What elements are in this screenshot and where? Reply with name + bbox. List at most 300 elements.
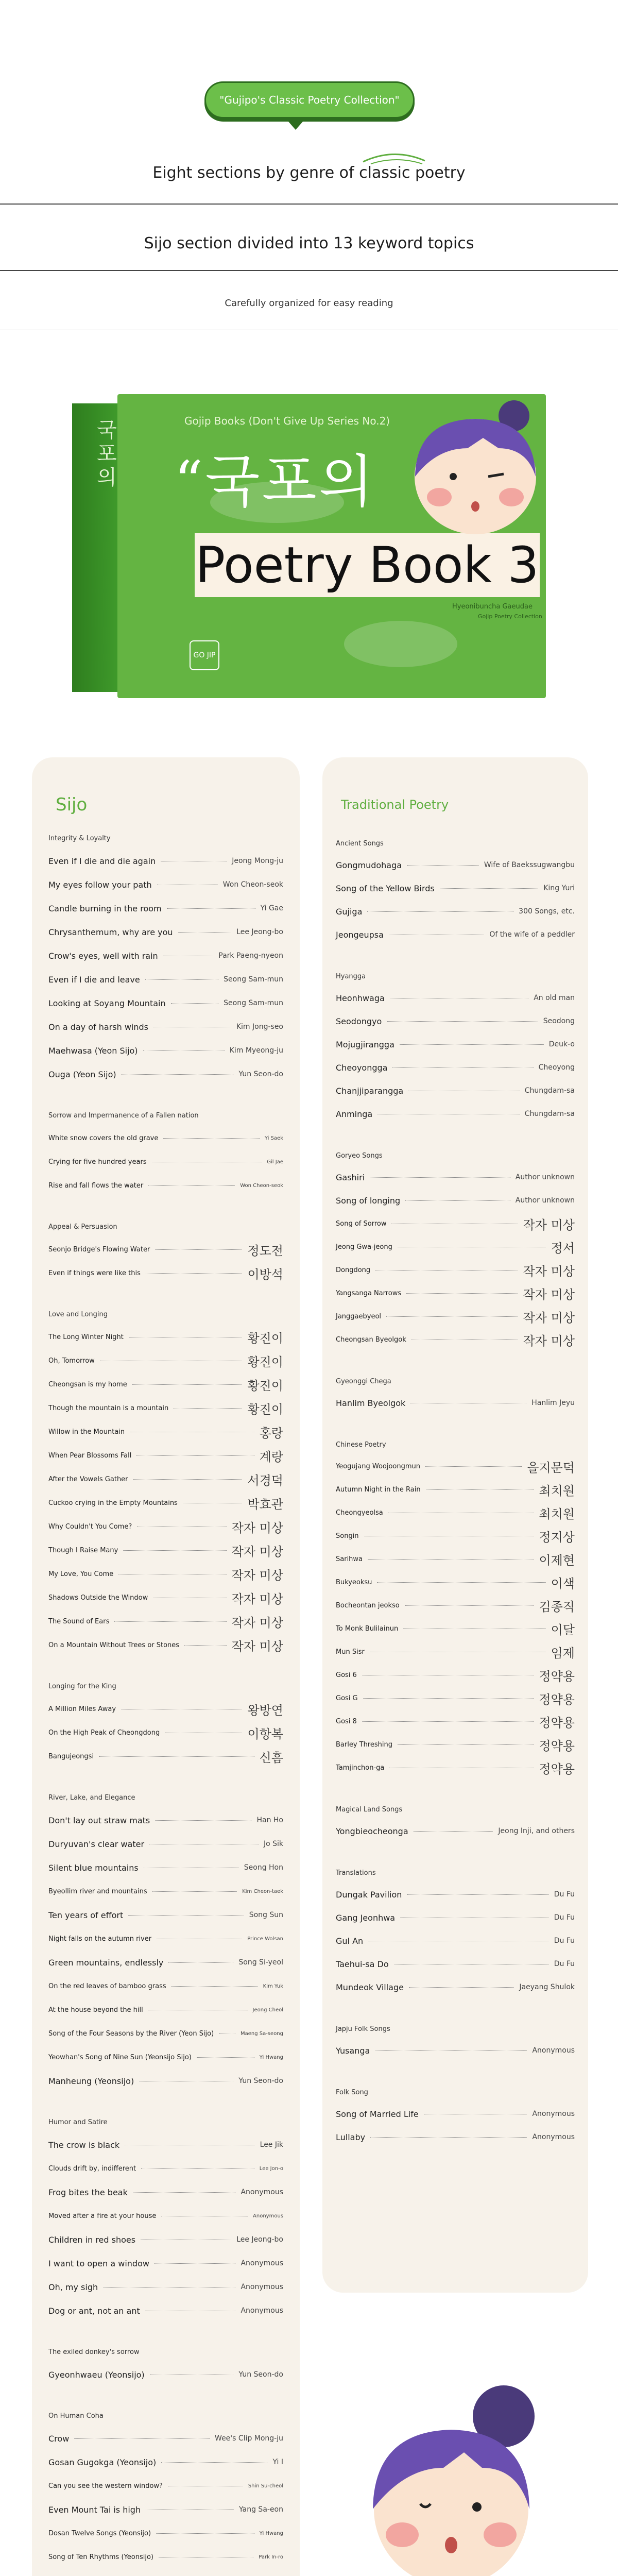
poem-title: Dungak Pavilion — [336, 1889, 402, 1900]
poem-author: Anonymous — [253, 2213, 283, 2219]
leader-dots — [375, 2050, 527, 2051]
poem-title: Song of longing — [336, 1195, 401, 1206]
collection-banner-text: "Gujipo's Classic Poetry Collection" — [219, 94, 400, 106]
poem-title: Even Mount Tai is high — [48, 2504, 141, 2515]
poem-row — [48, 1726, 283, 1739]
leader-dots — [406, 1293, 518, 1294]
poem-author: 작자 미상 — [523, 1264, 575, 1279]
leader-dots — [197, 2057, 254, 2058]
panel-title: Traditional Poetry — [341, 798, 449, 812]
poem-author: Du Fu — [554, 1937, 575, 1945]
poem-author: 이제현 — [539, 1553, 575, 1568]
book-cover — [117, 394, 546, 698]
poem-author: 정약용 — [539, 1715, 575, 1730]
poem-title: After the Vowels Gather — [48, 1475, 128, 1483]
leader-dots — [407, 1894, 548, 1895]
poem-row — [336, 1738, 575, 1751]
poem-row — [48, 2368, 283, 2381]
poem-title: Cheoyongga — [336, 1062, 388, 1073]
poem-row — [336, 1396, 575, 1410]
poem-title: Cheongsan Byeolgok — [336, 1335, 406, 1344]
leader-dots — [392, 1067, 533, 1068]
poem-author: 작자 미상 — [523, 1333, 575, 1348]
poem-title: Gongmudohaga — [336, 860, 402, 870]
poem-title: Song of Sorrow — [336, 1219, 387, 1228]
poem-title: Clouds drift by, indifferent — [48, 2164, 136, 2173]
poem-title: Ten years of effort — [48, 1910, 124, 1920]
poem-author: Anonymous — [532, 2133, 575, 2141]
poem-title: Yeogujang Woojoongmun — [336, 1462, 421, 1470]
poem-row — [48, 1266, 283, 1280]
section-label: The exiled donkey's sorrow — [48, 2348, 140, 2356]
poem-row — [48, 2280, 283, 2294]
poem-title: The crow is black — [48, 2140, 120, 2150]
poem-title: When Pear Blossoms Fall — [48, 1451, 132, 1460]
poem-title: Yangsanga Narrows — [336, 1289, 402, 1297]
poem-row — [336, 1038, 575, 1051]
poem-title: Song of Married Life — [336, 2109, 419, 2119]
poem-row — [48, 1131, 283, 1145]
poem-row — [336, 928, 575, 941]
cover-title-banner — [195, 533, 540, 597]
poem-author: Hanlim Jeyu — [531, 1399, 575, 1407]
poem-author: 황진이 — [247, 1402, 283, 1417]
poem-author: 홍랑 — [259, 1426, 283, 1440]
panel-title: Sijo — [56, 794, 88, 815]
poem-title: Anminga — [336, 1109, 373, 1119]
poem-author: Shin Su-cheol — [248, 2483, 283, 2489]
poem-author: Jo Sik — [263, 1840, 283, 1848]
poem-author: 정지상 — [539, 1530, 575, 1545]
leader-dots — [167, 908, 255, 909]
poem-row — [48, 1956, 283, 1969]
poem-author: 작자 미상 — [231, 1615, 283, 1630]
leader-dots — [161, 2462, 267, 2463]
poem-title: To Monk Bulilainun — [336, 1624, 399, 1633]
poem-author: Cheoyong — [538, 1063, 575, 1072]
poem-author: Seong Sam-mun — [224, 999, 283, 1007]
poem-title: Ouga (Yeon Sijo) — [48, 1069, 116, 1079]
poem-author: Jeong Cheol — [252, 2007, 283, 2013]
traditional-panel — [322, 757, 588, 2293]
leader-dots — [370, 1177, 510, 1178]
poem-row — [336, 1194, 575, 1207]
swoosh-decoration — [360, 150, 427, 166]
poem-title: Yongbieocheonga — [336, 1826, 408, 1836]
poem-author: An old man — [534, 994, 575, 1002]
poem-row — [336, 1529, 575, 1543]
poem-row — [48, 2304, 283, 2317]
poem-row — [48, 854, 283, 868]
poem-author: Yi Gae — [260, 904, 283, 912]
publisher-logo: GO JIP — [190, 640, 219, 670]
leader-dots — [414, 1831, 493, 1832]
poem-author: Jeong Mong-ju — [232, 857, 283, 865]
poem-author: Wife of Baekssugwangbu — [484, 861, 575, 869]
poem-author: Author unknown — [515, 1173, 575, 1181]
headline-sijo: Sijo section divided into 13 keyword topics — [144, 234, 474, 252]
poem-row — [48, 1615, 283, 1628]
poem-row — [336, 1645, 575, 1658]
poem-author: Kim Yuk — [263, 1983, 283, 1989]
leader-dots — [168, 1962, 233, 1963]
poem-row — [48, 2050, 283, 2064]
leader-dots — [155, 1249, 242, 1250]
poem-author: 작자 미상 — [231, 1568, 283, 1583]
leader-dots — [133, 2192, 236, 2193]
poem-row — [48, 1750, 283, 1763]
leader-dots — [99, 1756, 254, 1757]
poem-row — [336, 1107, 575, 1121]
poem-author: 이항복 — [247, 1726, 283, 1741]
poem-row — [48, 1401, 283, 1415]
poem-row — [48, 2455, 283, 2469]
poem-title: Green mountains, endlessly — [48, 1957, 164, 1968]
poem-author: 왕방연 — [247, 1703, 283, 1718]
poem-row — [48, 902, 283, 915]
poem-author: 정약용 — [539, 1669, 575, 1684]
poem-row — [48, 2503, 283, 2516]
poem-title: Hanlim Byeolgok — [336, 1398, 406, 1408]
poem-row — [48, 1496, 283, 1510]
poem-author: 정약용 — [539, 1761, 575, 1776]
section-label: Longing for the King — [48, 1683, 116, 1690]
leader-dots — [122, 1074, 234, 1075]
poem-row — [48, 1567, 283, 1581]
poem-author: 이달 — [551, 1622, 575, 1637]
poem-title: Why Couldn't You Come? — [48, 1522, 132, 1531]
poem-author: 300 Songs, etc. — [519, 907, 575, 916]
poem-row — [48, 2479, 283, 2493]
poem-title: Bukyeoksu — [336, 1578, 372, 1586]
poem-title: On a day of harsh winds — [48, 1022, 148, 1032]
poem-row — [336, 1333, 575, 1346]
poem-title: Taehui-sa Do — [336, 1959, 389, 1969]
poem-title: Dosan Twelve Songs (Yeonsijo) — [48, 2529, 151, 2537]
poem-title: Song of the Four Seasons by the River (Yeon Sijo) — [48, 2029, 214, 2038]
poem-title: Maehwasa (Yeon Sijo) — [48, 1045, 138, 1056]
poem-title: Crow — [48, 2433, 70, 2444]
leader-dots — [143, 1050, 225, 1051]
cover-meta: Hyeonibuncha Gaeudae — [452, 603, 533, 611]
poem-title: Song of the Yellow Birds — [336, 883, 435, 893]
poem-title: Yusanga — [336, 2045, 370, 2056]
poem-title: Moved after a fire at your house — [48, 2212, 157, 2220]
poem-author: 작자 미상 — [231, 1639, 283, 1654]
leader-dots — [426, 1489, 534, 1490]
poem-author: 작자 미상 — [523, 1287, 575, 1302]
cloud-decoration — [344, 621, 457, 667]
poem-author: Kim Myeong-ju — [229, 1046, 283, 1055]
poem-row — [48, 1378, 283, 1391]
poem-author: Han Ho — [256, 1816, 283, 1824]
poem-title: Chrysanthemum, why are you — [48, 927, 173, 937]
poem-author: Lee Jeong-bo — [236, 928, 283, 936]
poem-row — [48, 996, 283, 1010]
leader-dots — [128, 1915, 244, 1916]
poem-title: White snow covers the old grave — [48, 1134, 159, 1142]
section-label: On Human Coha — [48, 2412, 104, 2420]
poem-author: 정서 — [551, 1241, 575, 1256]
poem-author: Yun Seon-do — [238, 2370, 283, 2379]
leader-dots — [154, 2263, 236, 2264]
poem-row — [48, 2527, 283, 2540]
poem-author: Park Paeng-nyeon — [218, 952, 283, 960]
poem-row — [48, 1354, 283, 1367]
poem-author: Maeng Sa-seong — [240, 2030, 283, 2037]
leader-dots — [387, 1021, 538, 1022]
poem-title: Rise and fall flows the water — [48, 1181, 144, 1190]
poem-row — [48, 1179, 283, 1192]
section-label: Humor and Satire — [48, 2119, 108, 2126]
poem-row — [48, 1979, 283, 1993]
section-label: Folk Song — [336, 2089, 368, 2096]
poem-row — [48, 1885, 283, 1898]
poem-title: Autumn Night in the Rain — [336, 1485, 421, 1494]
poem-author: Park In-ro — [259, 2554, 283, 2560]
poem-author: Lee Jeong-bo — [236, 2235, 283, 2244]
poem-author: Yi Hwang — [259, 2530, 283, 2536]
cover-korean-title: “국포의 — [174, 449, 376, 515]
poem-row — [336, 1957, 575, 1971]
poem-row — [336, 1980, 575, 1994]
leader-dots — [363, 1698, 534, 1699]
poem-title: Sarihwa — [336, 1555, 363, 1563]
leader-dots — [145, 979, 218, 980]
poem-title: Gyeonhwaeu (Yeonsijo) — [48, 2369, 145, 2380]
poem-title: I want to open a window — [48, 2258, 149, 2268]
poem-author: 황진이 — [247, 1378, 283, 1393]
leader-dots — [136, 1455, 254, 1456]
poem-row — [48, 1814, 283, 1827]
leader-dots — [141, 2168, 254, 2169]
collection-banner — [204, 81, 415, 118]
poem-author: Wee's Clip Mong-ju — [215, 2434, 283, 2443]
poem-title: Gang Jeonhwa — [336, 1912, 396, 1923]
poem-author: 작자 미상 — [231, 1544, 283, 1559]
poem-author: Yi Saek — [264, 1135, 283, 1141]
poem-author: Yun Seon-do — [238, 2077, 283, 2085]
poem-title: Gosan Gugokga (Yeonsijo) — [48, 2457, 157, 2467]
section-label: River, Lake, and Elegance — [48, 1794, 135, 1802]
leader-dots — [184, 1645, 227, 1646]
poem-row — [48, 2257, 283, 2270]
poem-title: Though the mountain is a mountain — [48, 1404, 169, 1412]
leader-dots — [174, 1408, 242, 1409]
poem-author: Lee Jik — [260, 2141, 283, 2149]
poem-author: 김종직 — [539, 1599, 575, 1614]
leader-dots — [367, 911, 513, 912]
poem-row — [336, 1715, 575, 1728]
poem-title: On the High Peak of Cheongdong — [48, 1728, 160, 1737]
poem-author: Jaeyang Shulok — [519, 1983, 575, 1991]
poem-row — [48, 949, 283, 962]
poem-row — [336, 2044, 575, 2057]
poem-row — [48, 2027, 283, 2040]
leader-dots — [133, 1479, 243, 1480]
poem-row — [336, 1668, 575, 1682]
poem-row — [336, 1934, 575, 1947]
poem-author: 황진이 — [247, 1354, 283, 1369]
poem-row — [336, 1911, 575, 1924]
poem-row — [48, 1020, 283, 1033]
poem-author: 정도전 — [247, 1243, 283, 1258]
poem-title: Crying for five hundred years — [48, 1158, 147, 1166]
poem-row — [48, 973, 283, 986]
poem-author: Du Fu — [554, 1890, 575, 1899]
poem-row — [336, 2130, 575, 2144]
leader-dots — [146, 1273, 243, 1274]
poem-author: Seong Hon — [244, 1863, 283, 1872]
poem-title: On a Mountain Without Trees or Stones — [48, 1641, 180, 1649]
section-label: Translations — [336, 1869, 376, 1877]
section-label: Ancient Songs — [336, 840, 384, 848]
poem-author: Chungdam-sa — [524, 1087, 575, 1095]
leader-dots — [405, 1200, 510, 1201]
poem-author: Gil Jae — [267, 1159, 283, 1165]
poem-row — [48, 1155, 283, 1168]
poem-title: Gosi G — [336, 1694, 358, 1702]
leader-dots — [377, 1582, 545, 1583]
cover-character-icon — [406, 399, 545, 538]
poem-row — [336, 991, 575, 1005]
poem-author: Yi I — [272, 2458, 283, 2466]
poem-author: Won Cheon-seok — [222, 880, 283, 889]
poem-author: 임제 — [551, 1646, 575, 1660]
poem-author: Anonymous — [241, 2307, 283, 2315]
poem-row — [48, 2138, 283, 2151]
poem-author: Lee Jon-o — [259, 2165, 283, 2172]
section-label: Chinese Poetry — [336, 1441, 386, 1449]
section-label: Japju Folk Songs — [336, 2025, 390, 2033]
poem-author: Anonymous — [241, 2259, 283, 2267]
poem-row — [48, 2003, 283, 2016]
poem-author: Du Fu — [554, 1960, 575, 1968]
poem-title: Oh, my sigh — [48, 2282, 98, 2292]
poem-title: Don't lay out straw mats — [48, 1815, 150, 1825]
poem-title: Song of Ten Rhythms (Yeonsijo) — [48, 2553, 153, 2561]
poem-row — [336, 1263, 575, 1277]
poem-row — [336, 1061, 575, 1074]
poem-row — [48, 1044, 283, 1057]
poem-title: Bocheontan jeokso — [336, 1601, 400, 1609]
poem-author: Deuk-o — [548, 1040, 575, 1048]
leader-dots — [368, 1559, 534, 1560]
poem-row — [336, 2107, 575, 2121]
leader-dots — [155, 1820, 251, 1821]
leader-dots — [163, 1138, 259, 1139]
poem-row — [336, 858, 575, 872]
poem-row — [48, 1638, 283, 1652]
poem-author: 서경덕 — [247, 1473, 283, 1488]
poem-author: Prince Wolsan — [247, 1936, 283, 1942]
poem-title: Mundeok Village — [336, 1982, 404, 1992]
leader-dots — [74, 2438, 210, 2439]
poem-author: 작자 미상 — [231, 1520, 283, 1535]
banner-tail — [288, 122, 303, 130]
poem-row — [48, 1861, 283, 1874]
spine-title: 국포의 — [93, 419, 117, 490]
poem-author: 작자 미상 — [231, 1591, 283, 1606]
poem-title: Tamjinchon-ga — [336, 1764, 385, 1772]
leader-dots — [148, 1185, 235, 1186]
poem-author: 정약용 — [539, 1738, 575, 1753]
leader-dots — [152, 1891, 237, 1892]
poem-author: 정약용 — [539, 1692, 575, 1707]
poem-author: Seodong — [543, 1017, 575, 1025]
poem-row — [336, 1575, 575, 1589]
poem-row — [48, 1425, 283, 1438]
poem-row — [336, 1622, 575, 1635]
leader-dots — [123, 1550, 226, 1551]
poem-row — [48, 1067, 283, 1081]
section-label: Hyangga — [336, 973, 366, 980]
poem-title: Lullaby — [336, 2132, 366, 2142]
leader-dots — [440, 888, 539, 889]
poem-title: Can you see the western window? — [48, 2482, 163, 2490]
poem-title: Even if I die and leave — [48, 974, 140, 985]
section-label: Goryeo Songs — [336, 1152, 383, 1160]
poem-title: Cheongsan is my home — [48, 1380, 127, 1388]
poem-row — [48, 1449, 283, 1462]
poem-title: Gosi 6 — [336, 1671, 357, 1679]
leader-dots — [407, 865, 479, 866]
poem-title: Looking at Soyang Mountain — [48, 998, 166, 1008]
poem-author: 이방석 — [247, 1267, 283, 1282]
poem-title: My Love, You Come — [48, 1570, 114, 1578]
poem-row — [48, 1472, 283, 1486]
poem-author: 최치원 — [539, 1506, 575, 1521]
poem-title: On the red leaves of bamboo grass — [48, 1982, 166, 1990]
poem-author: Yang Sa-eon — [239, 2505, 283, 2514]
poem-author: Jeong Inji, and others — [498, 1827, 575, 1835]
section-label: Magical Land Songs — [336, 1806, 403, 1814]
poem-author: Seong Sam-mun — [224, 975, 283, 984]
divider-line — [0, 204, 618, 205]
poem-row — [336, 1286, 575, 1300]
book-illustration — [72, 394, 546, 703]
poem-title: Cheongyeolsa — [336, 1509, 383, 1517]
section-label: Sorrow and Impermanence of a Fallen nation — [48, 1112, 199, 1120]
poem-title: Manheung (Yeonsijo) — [48, 2076, 134, 2086]
poem-title: Dongdong — [336, 1266, 371, 1274]
poem-title: Willow in the Mountain — [48, 1428, 125, 1436]
leader-dots — [370, 2137, 527, 2138]
poem-author: 황진이 — [247, 1331, 283, 1346]
leader-dots — [398, 1744, 534, 1745]
poem-row — [336, 1888, 575, 1901]
poem-title: Shadows Outside the Window — [48, 1594, 148, 1602]
poem-title: Seonjo Bridge's Flowing Water — [48, 1245, 150, 1253]
cover-series: Gojip Books (Don't Give Up Series No.2) — [184, 415, 390, 427]
headline-genres: Eight sections by genre of classic poetry — [152, 164, 466, 182]
poem-row — [48, 1243, 283, 1256]
poem-title: Cuckoo crying in the Empty Mountains — [48, 1499, 178, 1507]
poem-row — [48, 1591, 283, 1604]
poem-row — [336, 1824, 575, 1838]
poem-row — [48, 2162, 283, 2175]
poem-row — [48, 1330, 283, 1344]
poem-author: 계랑 — [259, 1449, 283, 1464]
leader-dots — [156, 2533, 254, 2534]
poem-title: Barley Threshing — [336, 1740, 393, 1749]
poem-title: Jeongeupsa — [336, 929, 384, 940]
poem-author: Yun Seon-do — [238, 1070, 283, 1078]
leader-dots — [171, 1003, 219, 1004]
poem-row — [336, 1691, 575, 1705]
poem-author: Of the wife of a peddler — [489, 930, 575, 939]
poem-author: Song Si-yeol — [238, 1958, 283, 1967]
